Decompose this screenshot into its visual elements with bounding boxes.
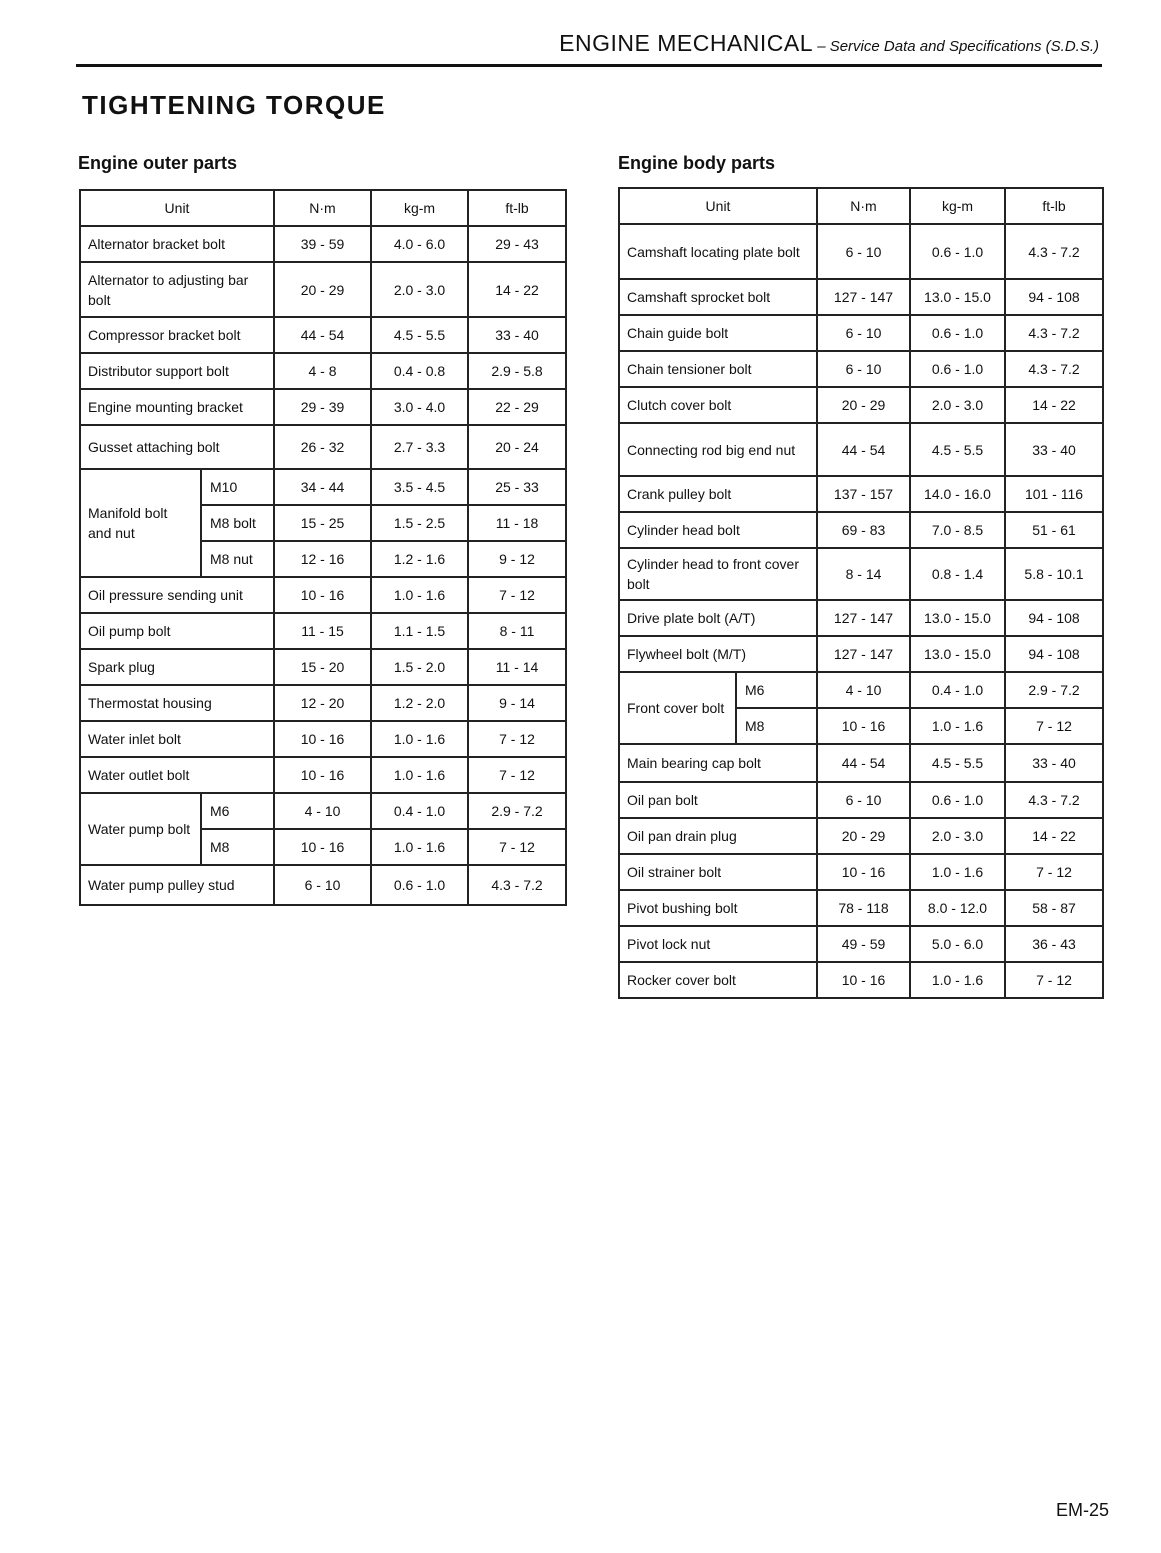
cell-kgm: 3.0 - 4.0 (371, 389, 468, 425)
table-row (619, 818, 1103, 854)
cell-kgm: 1.0 - 1.6 (371, 577, 468, 613)
cell-ftlb: 7 - 12 (1005, 708, 1103, 744)
cell-nm: 6 - 10 (817, 224, 910, 279)
table-row (619, 962, 1103, 998)
cell-kgm: 2.0 - 3.0 (910, 818, 1005, 854)
cell-nm: 10 - 16 (817, 854, 910, 890)
col-header-ftlb: ft-lb (468, 190, 566, 226)
cell-ftlb: 20 - 24 (468, 425, 566, 469)
cell-nm: 4 - 8 (274, 353, 371, 389)
body-parts-table (618, 187, 1104, 999)
table-row (80, 685, 566, 721)
outer-parts-table (79, 189, 567, 906)
cell-ftlb: 7 - 12 (468, 829, 566, 865)
cell-unit: Flywheel bolt (M/T) (619, 636, 817, 672)
cell-unit: Alternator bracket bolt (80, 226, 274, 262)
cell-ftlb: 33 - 40 (1005, 744, 1103, 782)
cell-nm: 44 - 54 (274, 317, 371, 353)
cell-unit: Alternator to adjusting bar bolt (80, 262, 274, 317)
cell-ftlb: 51 - 61 (1005, 512, 1103, 548)
cell-unit: Water pump bolt (80, 793, 201, 865)
cell-size: M6 (736, 672, 817, 708)
cell-unit: Cylinder head to front cover bolt (619, 548, 817, 600)
table-row (619, 224, 1103, 279)
cell-nm: 44 - 54 (817, 423, 910, 476)
cell-kgm: 0.8 - 1.4 (910, 548, 1005, 600)
cell-kgm: 1.5 - 2.5 (371, 505, 468, 541)
cell-kgm: 4.5 - 5.5 (910, 744, 1005, 782)
cell-kgm: 1.0 - 1.6 (910, 708, 1005, 744)
cell-nm: 12 - 16 (274, 541, 371, 577)
cell-nm: 20 - 29 (274, 262, 371, 317)
cell-ftlb: 94 - 108 (1005, 636, 1103, 672)
cell-kgm: 8.0 - 12.0 (910, 890, 1005, 926)
cell-kgm: 7.0 - 8.5 (910, 512, 1005, 548)
cell-nm: 10 - 16 (817, 962, 910, 998)
table-row (80, 865, 566, 905)
cell-nm: 6 - 10 (817, 782, 910, 818)
cell-ftlb: 4.3 - 7.2 (1005, 351, 1103, 387)
table-row (619, 315, 1103, 351)
cell-kgm: 5.0 - 6.0 (910, 926, 1005, 962)
cell-kgm: 0.6 - 1.0 (910, 351, 1005, 387)
cell-kgm: 1.2 - 2.0 (371, 685, 468, 721)
col-header-nm: N·m (274, 190, 371, 226)
cell-kgm: 13.0 - 15.0 (910, 600, 1005, 636)
cell-unit: Oil pan drain plug (619, 818, 817, 854)
cell-unit: Oil strainer bolt (619, 854, 817, 890)
cell-nm: 69 - 83 (817, 512, 910, 548)
cell-ftlb: 2.9 - 7.2 (1005, 672, 1103, 708)
cell-size: M8 bolt (201, 505, 274, 541)
cell-kgm: 2.7 - 3.3 (371, 425, 468, 469)
cell-nm: 39 - 59 (274, 226, 371, 262)
body-section-title: Engine body parts (618, 153, 776, 173)
cell-ftlb: 4.3 - 7.2 (1005, 782, 1103, 818)
table-row (619, 926, 1103, 962)
table-row (80, 353, 566, 389)
page-header (559, 30, 1099, 57)
table-row (80, 649, 566, 685)
cell-nm: 26 - 32 (274, 425, 371, 469)
page-title: TIGHTENING TORQUE (82, 90, 386, 120)
cell-unit: Thermostat housing (80, 685, 274, 721)
cell-kgm: 0.6 - 1.0 (910, 315, 1005, 351)
table-row (80, 721, 566, 757)
cell-nm: 8 - 14 (817, 548, 910, 600)
table-row (80, 262, 566, 317)
cell-size: M8 (736, 708, 817, 744)
cell-unit: Camshaft locating plate bolt (619, 224, 817, 279)
table-row (619, 423, 1103, 476)
cell-ftlb: 94 - 108 (1005, 279, 1103, 315)
cell-nm: 127 - 147 (817, 279, 910, 315)
cell-unit: Oil pressure sending unit (80, 577, 274, 613)
cell-ftlb: 14 - 22 (468, 262, 566, 317)
cell-ftlb: 25 - 33 (468, 469, 566, 505)
table-row (619, 512, 1103, 548)
cell-unit: Spark plug (80, 649, 274, 685)
table-header-row (80, 190, 566, 226)
cell-unit: Water outlet bolt (80, 757, 274, 793)
table-row (80, 793, 566, 829)
cell-nm: 12 - 20 (274, 685, 371, 721)
cell-kgm: 0.6 - 1.0 (910, 224, 1005, 279)
cell-nm: 6 - 10 (274, 865, 371, 905)
cell-nm: 10 - 16 (817, 708, 910, 744)
cell-kgm: 2.0 - 3.0 (910, 387, 1005, 423)
cell-kgm: 0.4 - 1.0 (371, 793, 468, 829)
cell-kgm: 0.4 - 1.0 (910, 672, 1005, 708)
cell-ftlb: 5.8 - 10.1 (1005, 548, 1103, 600)
cell-unit: Compressor bracket bolt (80, 317, 274, 353)
cell-unit: Cylinder head bolt (619, 512, 817, 548)
cell-ftlb: 7 - 12 (468, 577, 566, 613)
cell-ftlb: 7 - 12 (1005, 962, 1103, 998)
col-header-unit: Unit (80, 190, 274, 226)
cell-nm: 29 - 39 (274, 389, 371, 425)
cell-nm: 78 - 118 (817, 890, 910, 926)
cell-unit: Gusset attaching bolt (80, 425, 274, 469)
cell-nm: 4 - 10 (274, 793, 371, 829)
cell-unit: Chain tensioner bolt (619, 351, 817, 387)
table-row (80, 425, 566, 469)
cell-unit: Main bearing cap bolt (619, 744, 817, 782)
cell-ftlb: 94 - 108 (1005, 600, 1103, 636)
cell-nm: 10 - 16 (274, 577, 371, 613)
cell-unit: Oil pump bolt (80, 613, 274, 649)
cell-unit: Pivot bushing bolt (619, 890, 817, 926)
col-header-unit: Unit (619, 188, 817, 224)
cell-unit: Drive plate bolt (A/T) (619, 600, 817, 636)
cell-nm: 34 - 44 (274, 469, 371, 505)
cell-kgm: 4.5 - 5.5 (371, 317, 468, 353)
cell-ftlb: 7 - 12 (468, 721, 566, 757)
header-main: ENGINE MECHANICAL (559, 30, 814, 56)
table-row (619, 476, 1103, 512)
col-header-kgm: kg-m (371, 190, 468, 226)
cell-ftlb: 8 - 11 (468, 613, 566, 649)
cell-nm: 10 - 16 (274, 829, 371, 865)
cell-nm: 127 - 147 (817, 636, 910, 672)
cell-kgm: 1.0 - 1.6 (371, 757, 468, 793)
cell-nm: 6 - 10 (817, 315, 910, 351)
cell-ftlb: 2.9 - 5.8 (468, 353, 566, 389)
table-row (619, 854, 1103, 890)
table-row (80, 469, 566, 505)
cell-nm: 44 - 54 (817, 744, 910, 782)
header-sub: – Service Data and Specifications (S.D.S.) (813, 38, 1099, 55)
cell-nm: 10 - 16 (274, 757, 371, 793)
cell-nm: 4 - 10 (817, 672, 910, 708)
cell-kgm: 2.0 - 3.0 (371, 262, 468, 317)
table-row (619, 636, 1103, 672)
table-row (619, 351, 1103, 387)
cell-unit: Crank pulley bolt (619, 476, 817, 512)
cell-unit: Engine mounting bracket (80, 389, 274, 425)
cell-kgm: 1.5 - 2.0 (371, 649, 468, 685)
cell-ftlb: 14 - 22 (1005, 387, 1103, 423)
cell-unit: Oil pan bolt (619, 782, 817, 818)
cell-ftlb: 7 - 12 (468, 757, 566, 793)
cell-ftlb: 36 - 43 (1005, 926, 1103, 962)
cell-kgm: 14.0 - 16.0 (910, 476, 1005, 512)
cell-ftlb: 4.3 - 7.2 (468, 865, 566, 905)
cell-ftlb: 29 - 43 (468, 226, 566, 262)
table-row (619, 548, 1103, 600)
cell-nm: 15 - 20 (274, 649, 371, 685)
cell-unit: Distributor support bolt (80, 353, 274, 389)
cell-kgm: 0.4 - 0.8 (371, 353, 468, 389)
cell-ftlb: 7 - 12 (1005, 854, 1103, 890)
cell-kgm: 1.0 - 1.6 (910, 854, 1005, 890)
table-row (80, 613, 566, 649)
cell-nm: 15 - 25 (274, 505, 371, 541)
col-header-ftlb: ft-lb (1005, 188, 1103, 224)
cell-nm: 137 - 157 (817, 476, 910, 512)
cell-kgm: 1.1 - 1.5 (371, 613, 468, 649)
cell-ftlb: 14 - 22 (1005, 818, 1103, 854)
col-header-nm: N·m (817, 188, 910, 224)
cell-unit: Connecting rod big end nut (619, 423, 817, 476)
outer-section-title: Engine outer parts (78, 153, 238, 173)
table-row (619, 744, 1103, 782)
table-row (80, 577, 566, 613)
table-header-row (619, 188, 1103, 224)
cell-ftlb: 4.3 - 7.2 (1005, 315, 1103, 351)
cell-size: M6 (201, 793, 274, 829)
cell-kgm: 4.0 - 6.0 (371, 226, 468, 262)
cell-nm: 6 - 10 (817, 351, 910, 387)
cell-ftlb: 2.9 - 7.2 (468, 793, 566, 829)
cell-kgm: 1.0 - 1.6 (371, 721, 468, 757)
table-row (619, 279, 1103, 315)
cell-nm: 127 - 147 (817, 600, 910, 636)
col-header-kgm: kg-m (910, 188, 1005, 224)
cell-kgm: 13.0 - 15.0 (910, 636, 1005, 672)
cell-nm: 49 - 59 (817, 926, 910, 962)
cell-ftlb: 11 - 14 (468, 649, 566, 685)
cell-kgm: 0.6 - 1.0 (371, 865, 468, 905)
cell-nm: 20 - 29 (817, 818, 910, 854)
cell-kgm: 4.5 - 5.5 (910, 423, 1005, 476)
table-row (619, 782, 1103, 818)
table-row (80, 389, 566, 425)
cell-kgm: 1.0 - 1.6 (910, 962, 1005, 998)
cell-unit: Clutch cover bolt (619, 387, 817, 423)
table-row (80, 226, 566, 262)
cell-ftlb: 58 - 87 (1005, 890, 1103, 926)
cell-unit: Chain guide bolt (619, 315, 817, 351)
cell-size: M8 (201, 829, 274, 865)
cell-unit: Water inlet bolt (80, 721, 274, 757)
table-row (80, 317, 566, 353)
cell-unit: Rocker cover bolt (619, 962, 817, 998)
table-row (619, 890, 1103, 926)
cell-ftlb: 11 - 18 (468, 505, 566, 541)
cell-kgm: 3.5 - 4.5 (371, 469, 468, 505)
table-row (619, 600, 1103, 636)
cell-size: M10 (201, 469, 274, 505)
cell-unit: Water pump pulley stud (80, 865, 274, 905)
page-number: EM-25 (1055, 1500, 1109, 1520)
cell-kgm: 1.0 - 1.6 (371, 829, 468, 865)
cell-unit: Front cover bolt (619, 672, 736, 744)
cell-nm: 11 - 15 (274, 613, 371, 649)
cell-ftlb: 9 - 14 (468, 685, 566, 721)
cell-kgm: 1.2 - 1.6 (371, 541, 468, 577)
table-row (619, 672, 1103, 708)
cell-ftlb: 101 - 116 (1005, 476, 1103, 512)
cell-unit: Camshaft sprocket bolt (619, 279, 817, 315)
cell-ftlb: 33 - 40 (1005, 423, 1103, 476)
cell-ftlb: 22 - 29 (468, 389, 566, 425)
cell-ftlb: 4.3 - 7.2 (1005, 224, 1103, 279)
table-row (619, 387, 1103, 423)
cell-unit: Pivot lock nut (619, 926, 817, 962)
table-row (80, 757, 566, 793)
cell-nm: 10 - 16 (274, 721, 371, 757)
cell-kgm: 13.0 - 15.0 (910, 279, 1005, 315)
cell-kgm: 0.6 - 1.0 (910, 782, 1005, 818)
header-rule (76, 64, 1102, 67)
cell-ftlb: 9 - 12 (468, 541, 566, 577)
cell-ftlb: 33 - 40 (468, 317, 566, 353)
cell-nm: 20 - 29 (817, 387, 910, 423)
cell-unit: Manifold bolt and nut (80, 469, 201, 577)
cell-size: M8 nut (201, 541, 274, 577)
